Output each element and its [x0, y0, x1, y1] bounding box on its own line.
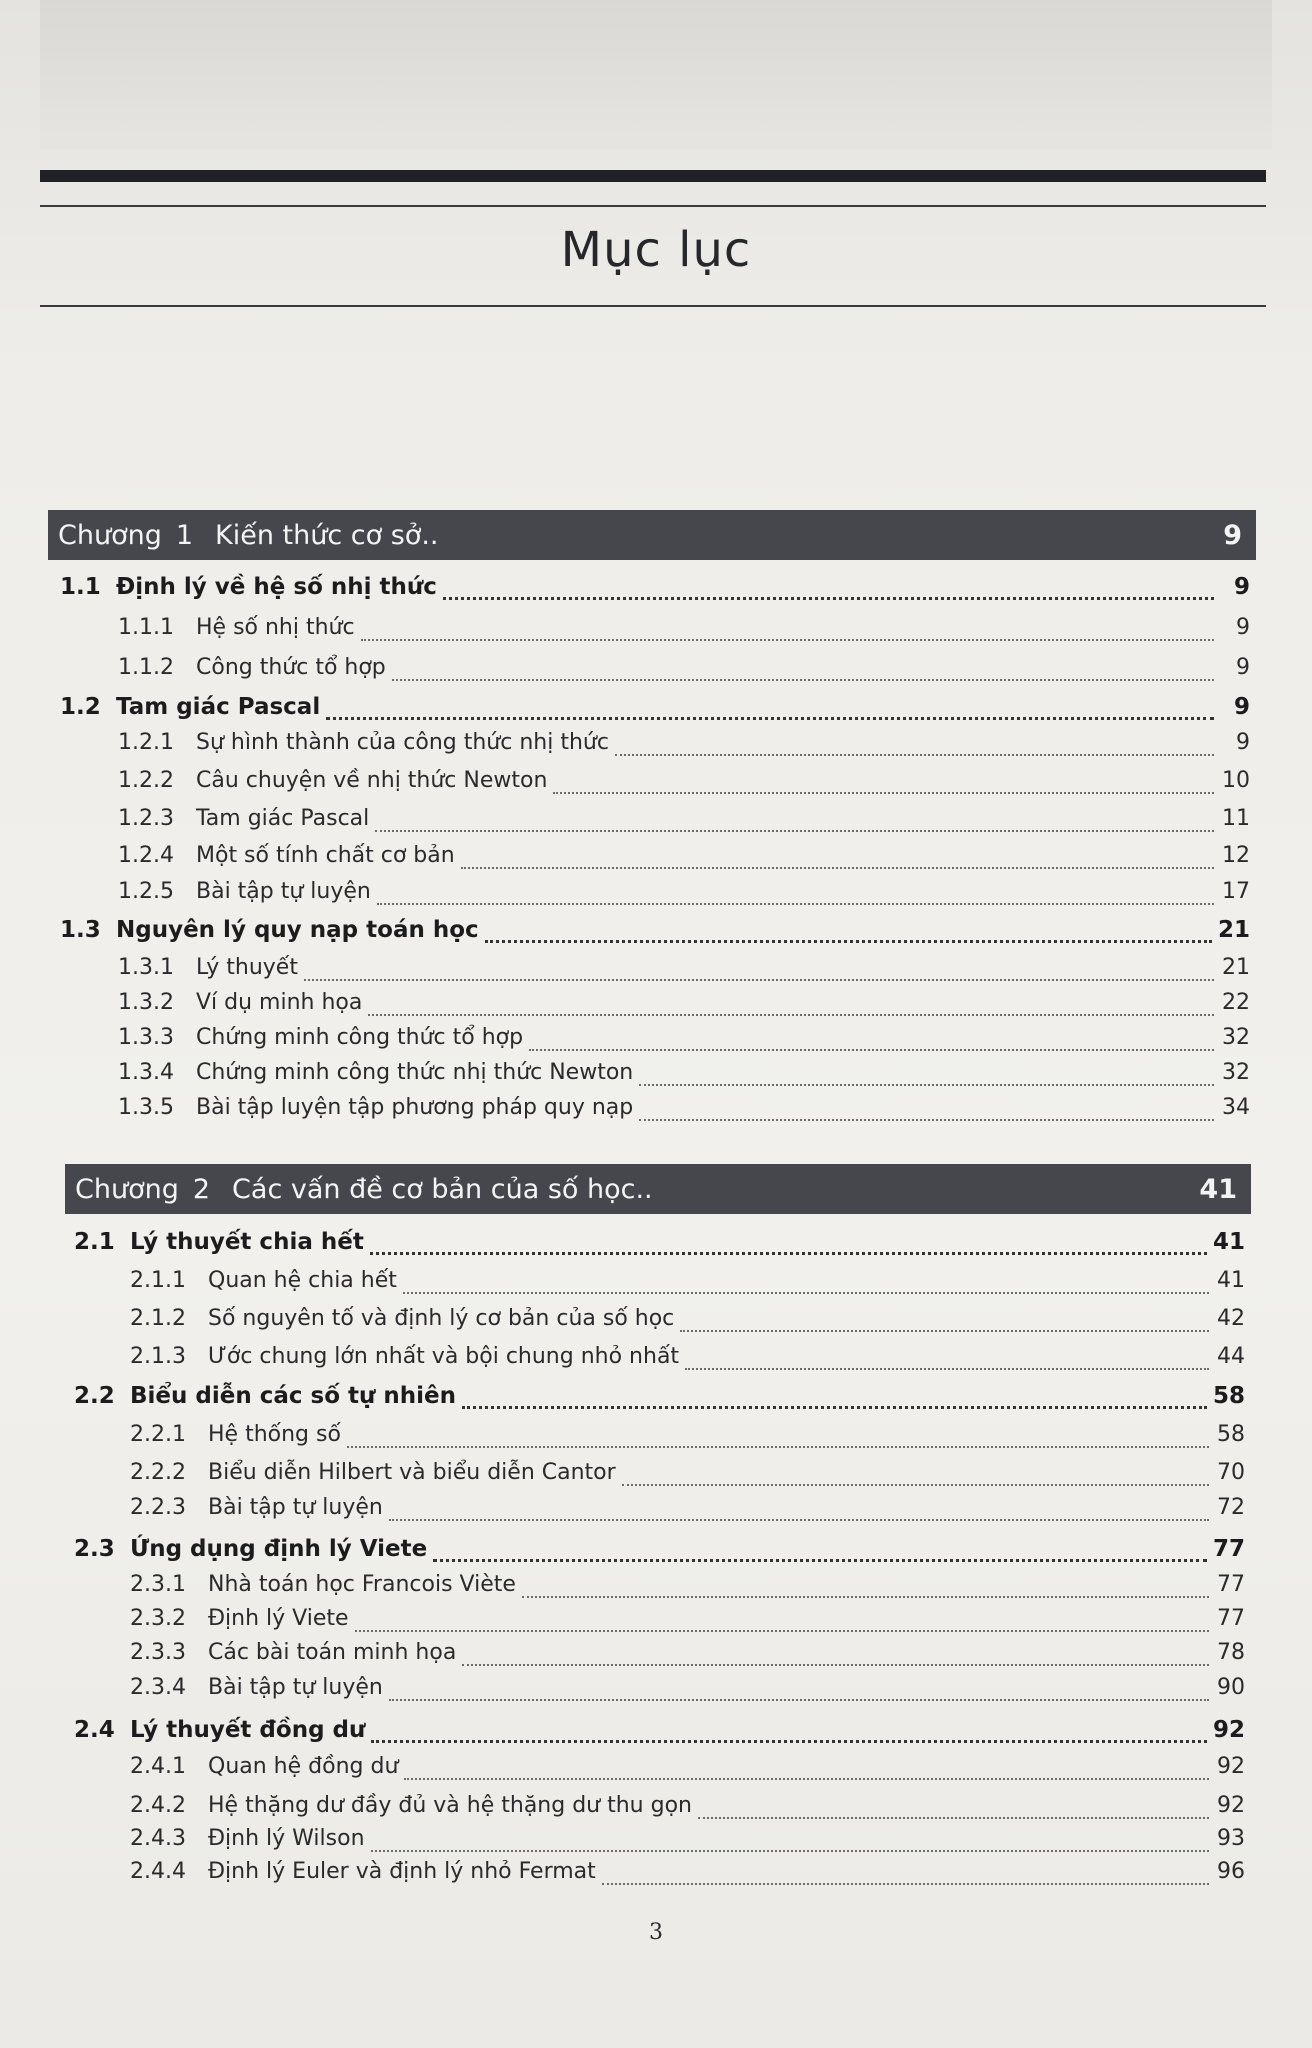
entry-title: Hệ thống số	[208, 1422, 341, 1447]
dot-leader	[326, 717, 1214, 720]
toc-subsection-entry[interactable]	[118, 843, 1250, 877]
dot-leader	[347, 1446, 1209, 1448]
entry-title: Nhà toán học Francois Viète	[208, 1572, 516, 1597]
toc-subsection-entry[interactable]	[130, 1793, 1245, 1827]
dot-leader	[370, 1252, 1207, 1255]
entry-page: 21	[1217, 917, 1250, 943]
entry-page: 78	[1217, 1640, 1245, 1665]
entry-page: 9	[1233, 574, 1250, 600]
dot-leader	[368, 1014, 1214, 1016]
dot-leader	[392, 679, 1214, 681]
toc-subsection-entry[interactable]	[130, 1572, 1245, 1606]
toc-subsection-entry[interactable]	[130, 1344, 1245, 1378]
entry-number: 1.2.1	[118, 730, 174, 755]
toc-subsection-entry[interactable]	[118, 1095, 1250, 1129]
entry-number: 2.2.2	[130, 1460, 186, 1485]
dot-leader	[389, 1519, 1209, 1521]
entry-title: Hệ thặng dư đầy đủ và hệ thặng dư thu gọn	[208, 1793, 692, 1818]
entry-title: Công thức tổ hợp	[196, 655, 386, 680]
entry-title: Nguyên lý quy nạp toán học	[116, 917, 479, 943]
dot-leader	[698, 1817, 1209, 1819]
entry-page: 58	[1212, 1383, 1245, 1409]
entry-number: 2.3.3	[130, 1640, 186, 1665]
entry-page: 93	[1217, 1826, 1245, 1851]
dot-leader	[389, 1699, 1209, 1701]
entry-page: 92	[1212, 1717, 1245, 1743]
entry-title: Ứng dụng định lý Viete	[130, 1536, 428, 1562]
entry-number: 2.2.1	[130, 1422, 186, 1447]
entry-title: Một số tính chất cơ bản	[196, 843, 455, 868]
toc-subsection-entry[interactable]	[130, 1754, 1245, 1788]
toc-subsection-entry[interactable]	[118, 990, 1250, 1024]
entry-page: 9	[1236, 655, 1250, 680]
entry-page: 21	[1222, 955, 1250, 980]
entry-page: 11	[1222, 806, 1250, 831]
entry-number: 1.1.1	[118, 615, 174, 640]
entry-number: 1.3.5	[118, 1095, 174, 1120]
entry-page: 44	[1217, 1344, 1245, 1369]
chapter-page: 9	[1223, 519, 1242, 551]
toc-section-entry[interactable]	[74, 1717, 1245, 1751]
chapter-heading-bar	[48, 510, 1256, 560]
toc-subsection-entry[interactable]	[130, 1495, 1245, 1529]
toc-subsection-entry[interactable]	[118, 615, 1250, 649]
entry-number: 1.2	[60, 694, 101, 720]
entry-number: 1.3.4	[118, 1060, 174, 1085]
entry-title: Số nguyên tố và định lý cơ bản của số học	[208, 1306, 675, 1331]
entry-number: 2.2	[74, 1383, 115, 1409]
dot-leader	[462, 1664, 1209, 1666]
toc-subsection-entry[interactable]	[130, 1422, 1245, 1456]
entry-number: 1.3.2	[118, 990, 174, 1015]
dot-leader	[522, 1596, 1209, 1598]
entry-page: 77	[1212, 1536, 1245, 1562]
entry-page: 70	[1217, 1460, 1245, 1485]
chapter-title: Các vấn đề cơ bản của số học..	[232, 1173, 653, 1205]
toc-subsection-entry[interactable]	[118, 768, 1250, 802]
entry-page: 72	[1217, 1495, 1245, 1520]
entry-page: 12	[1222, 843, 1250, 868]
entry-page: 96	[1217, 1859, 1245, 1884]
dot-leader	[443, 597, 1214, 600]
entry-title: Tam giác Pascal	[196, 806, 370, 831]
entry-page: 32	[1222, 1060, 1250, 1085]
entry-number: 2.1.2	[130, 1306, 186, 1331]
entry-page: 17	[1222, 879, 1250, 904]
entry-title: Tam giác Pascal	[116, 694, 321, 720]
entry-page: 9	[1236, 615, 1250, 640]
chapter-title: Kiến thức cơ sở..	[215, 519, 439, 551]
entry-title: Chứng minh công thức tổ hợp	[196, 1025, 524, 1050]
toc-subsection-entry[interactable]	[130, 1640, 1245, 1674]
entry-title: Định lý Euler và định lý nhỏ Fermat	[208, 1859, 596, 1884]
dot-leader	[553, 792, 1214, 794]
dot-leader	[404, 1778, 1209, 1780]
entry-title: Định lý Viete	[208, 1606, 349, 1631]
dot-leader	[371, 1850, 1209, 1852]
entry-number: 1.3.3	[118, 1025, 174, 1050]
toc-section-entry[interactable]	[60, 694, 1250, 728]
entry-number: 2.4	[74, 1717, 115, 1743]
entry-number: 2.3.4	[130, 1675, 186, 1700]
entry-page: 9	[1236, 730, 1250, 755]
toc-subsection-entry[interactable]	[130, 1268, 1245, 1302]
toc-subsection-entry[interactable]	[130, 1606, 1245, 1640]
toc-section-entry[interactable]	[74, 1536, 1245, 1570]
dot-leader	[685, 1368, 1209, 1370]
dot-leader	[377, 903, 1214, 905]
entry-title: Quan hệ đồng dư	[208, 1754, 399, 1779]
page-title: Mục lục	[560, 222, 752, 278]
entry-title: Các bài toán minh họa	[208, 1640, 457, 1665]
entry-title: Biểu diễn Hilbert và biểu diễn Cantor	[208, 1460, 616, 1485]
entry-number: 2.1	[74, 1229, 115, 1255]
page-number: 3	[649, 1920, 663, 1945]
dot-leader	[680, 1330, 1209, 1332]
entry-page: 90	[1217, 1675, 1245, 1700]
toc-section-entry[interactable]	[74, 1229, 1245, 1263]
entry-title: Bài tập tự luyện	[196, 879, 371, 904]
entry-number: 1.1.2	[118, 655, 174, 680]
entry-page: 34	[1222, 1095, 1250, 1120]
entry-number: 2.4.3	[130, 1826, 186, 1851]
chapter-number: 2	[192, 1173, 211, 1205]
toc-subsection-entry[interactable]	[130, 1675, 1245, 1709]
entry-title: Bài tập luyện tập phương pháp quy nạp	[196, 1095, 634, 1120]
toc-subsection-entry[interactable]	[118, 955, 1250, 989]
chapter-number: 1	[175, 519, 194, 551]
entry-number: 1.1	[60, 574, 101, 600]
dot-leader	[529, 1049, 1214, 1051]
entry-title: Định lý Wilson	[208, 1826, 365, 1851]
entry-number: 2.4.1	[130, 1754, 186, 1779]
entry-number: 1.3.1	[118, 955, 174, 980]
entry-number: 2.3.2	[130, 1606, 186, 1631]
entry-number: 2.1.1	[130, 1268, 186, 1293]
toc-subsection-entry[interactable]	[130, 1859, 1245, 1893]
entry-title: Bài tập tự luyện	[208, 1495, 383, 1520]
entry-number: 1.2.2	[118, 768, 174, 793]
toc-subsection-entry[interactable]	[130, 1306, 1245, 1340]
toc-section-entry[interactable]	[60, 917, 1250, 951]
entry-number: 1.2.5	[118, 879, 174, 904]
toc-subsection-entry[interactable]	[118, 806, 1250, 840]
entry-title: Hệ số nhị thức	[196, 615, 355, 640]
dot-leader	[361, 639, 1214, 641]
entry-page: 10	[1222, 768, 1250, 793]
dot-leader	[622, 1484, 1209, 1486]
dot-leader	[461, 867, 1214, 869]
dot-leader	[602, 1883, 1209, 1885]
dot-leader	[371, 1740, 1207, 1743]
entry-number: 1.2.3	[118, 806, 174, 831]
toc-subsection-entry[interactable]	[130, 1826, 1245, 1860]
entry-title: Định lý về hệ số nhị thức	[116, 574, 437, 600]
entry-number: 2.3.1	[130, 1572, 186, 1597]
entry-page: 41	[1217, 1268, 1245, 1293]
entry-title: Lý thuyết	[196, 955, 298, 980]
dot-leader	[403, 1292, 1209, 1294]
entry-number: 2.1.3	[130, 1344, 186, 1369]
dot-leader	[485, 940, 1212, 943]
entry-page: 77	[1217, 1606, 1245, 1631]
entry-page: 58	[1217, 1422, 1245, 1447]
chapter-page: 41	[1199, 1173, 1237, 1205]
entry-title: Biểu diễn các số tự nhiên	[130, 1383, 456, 1409]
entry-page: 42	[1217, 1306, 1245, 1331]
entry-number: 2.3	[74, 1536, 115, 1562]
entry-title: Lý thuyết chia hết	[130, 1229, 364, 1255]
dot-leader	[355, 1630, 1209, 1632]
entry-page: 92	[1217, 1793, 1245, 1818]
entry-number: 1.3	[60, 917, 101, 943]
toc-subsection-entry[interactable]	[118, 655, 1250, 689]
entry-page: 9	[1233, 694, 1250, 720]
dot-leader	[639, 1084, 1214, 1086]
toc-subsection-entry[interactable]	[118, 730, 1250, 764]
entry-title: Bài tập tự luyện	[208, 1675, 383, 1700]
entry-title: Ước chung lớn nhất và bội chung nhỏ nhất	[208, 1344, 680, 1369]
entry-page: 41	[1212, 1229, 1245, 1255]
chapter-label: Chương	[58, 519, 162, 551]
chapter-heading-bar	[65, 1164, 1251, 1214]
entry-page: 32	[1222, 1025, 1250, 1050]
entry-title: Quan hệ chia hết	[208, 1268, 397, 1293]
entry-number: 2.4.2	[130, 1793, 186, 1818]
entry-page: 22	[1222, 990, 1250, 1015]
dot-leader	[462, 1406, 1207, 1409]
entry-title: Ví dụ minh họa	[196, 990, 363, 1015]
entry-title: Câu chuyện về nhị thức Newton	[196, 768, 548, 793]
entry-title: Sự hình thành của công thức nhị thức	[196, 730, 609, 755]
entry-number: 1.2.4	[118, 843, 174, 868]
entry-title: Lý thuyết đồng dư	[130, 1717, 366, 1743]
entry-page: 92	[1217, 1754, 1245, 1779]
toc-section-entry[interactable]	[60, 574, 1250, 608]
dot-leader	[433, 1559, 1207, 1562]
dot-leader	[639, 1119, 1214, 1121]
entry-page: 77	[1217, 1572, 1245, 1597]
chapter-label: Chương	[75, 1173, 179, 1205]
entry-number: 2.2.3	[130, 1495, 186, 1520]
dot-leader	[615, 754, 1214, 756]
dot-leader	[304, 979, 1214, 981]
toc-subsection-entry[interactable]	[118, 1060, 1250, 1094]
toc-subsection-entry[interactable]	[118, 1025, 1250, 1059]
toc-subsection-entry[interactable]	[130, 1460, 1245, 1494]
toc-section-entry[interactable]	[74, 1383, 1245, 1417]
entry-number: 2.4.4	[130, 1859, 186, 1884]
dot-leader	[375, 830, 1214, 832]
toc-subsection-entry[interactable]	[118, 879, 1250, 913]
entry-title: Chứng minh công thức nhị thức Newton	[196, 1060, 634, 1085]
